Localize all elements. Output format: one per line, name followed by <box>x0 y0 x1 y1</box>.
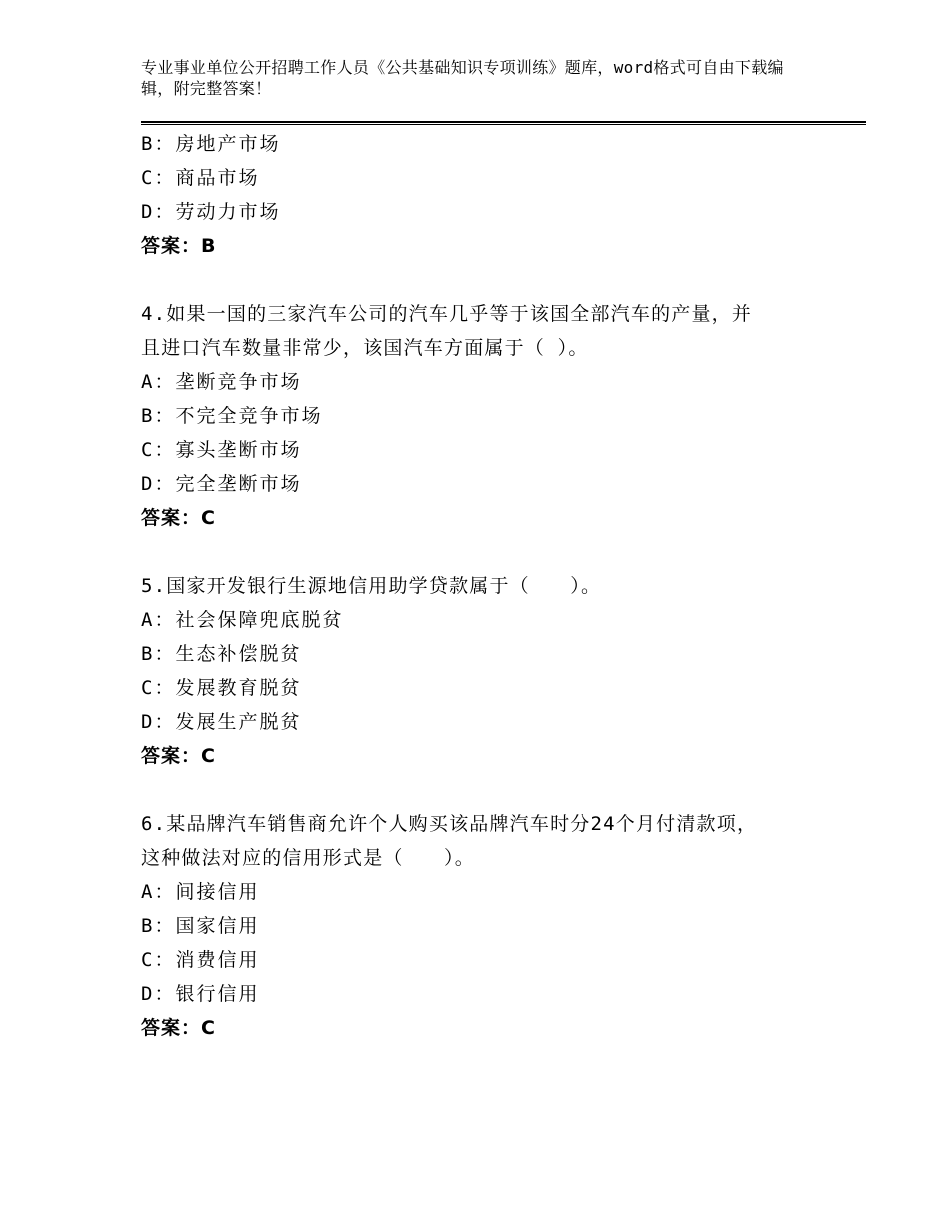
question-stem: 且进口汽车数量非常少，该国汽车方面属于（ ）。 <box>141 337 589 359</box>
option-c: C：发展教育脱贫 <box>141 677 302 699</box>
answer-line: 答案：C <box>141 1017 216 1039</box>
option-d: D：银行信用 <box>141 983 260 1005</box>
question-list <box>141 127 821 1045</box>
option-c: C：寡头垄断市场 <box>141 439 302 461</box>
answer-line: 答案：C <box>141 507 216 529</box>
question-fragment <box>141 127 821 263</box>
option-a: A：垄断竞争市场 <box>141 371 302 393</box>
option-b: B：国家信用 <box>141 915 260 937</box>
page-header: 专业事业单位公开招聘工作人员《公共基础知识专项训练》题库，word格式可自由下载编辑，附完整答案！ <box>141 58 784 98</box>
option-d: D：劳动力市场 <box>141 201 281 223</box>
option-b: B：房地产市场 <box>141 133 281 155</box>
question-5 <box>141 569 821 773</box>
answer-line: 答案：B <box>141 235 217 257</box>
answer-line: 答案：C <box>141 745 216 767</box>
option-c: C：消费信用 <box>141 949 260 971</box>
question-stem: 6.某品牌汽车销售商允许个人购买该品牌汽车时分24个月付清款项， <box>141 813 758 835</box>
option-b: B：生态补偿脱贫 <box>141 643 302 665</box>
option-a: A：社会保障兜底脱贫 <box>141 609 344 631</box>
question-stem: 5.国家开发银行生源地信用助学贷款属于（ ）。 <box>141 575 602 597</box>
option-a: A：间接信用 <box>141 881 260 903</box>
question-stem: 这种做法对应的信用形式是（ ）。 <box>141 847 475 869</box>
option-c: C：商品市场 <box>141 167 260 189</box>
option-d: D：完全垄断市场 <box>141 473 302 495</box>
question-stem: 4.如果一国的三家汽车公司的汽车几乎等于该国全部汽车的产量，并 <box>141 303 753 325</box>
option-b: B：不完全竞争市场 <box>141 405 323 427</box>
option-d: D：发展生产脱贫 <box>141 711 302 733</box>
question-4 <box>141 297 821 535</box>
header-divider <box>141 121 866 125</box>
question-6 <box>141 807 821 1045</box>
